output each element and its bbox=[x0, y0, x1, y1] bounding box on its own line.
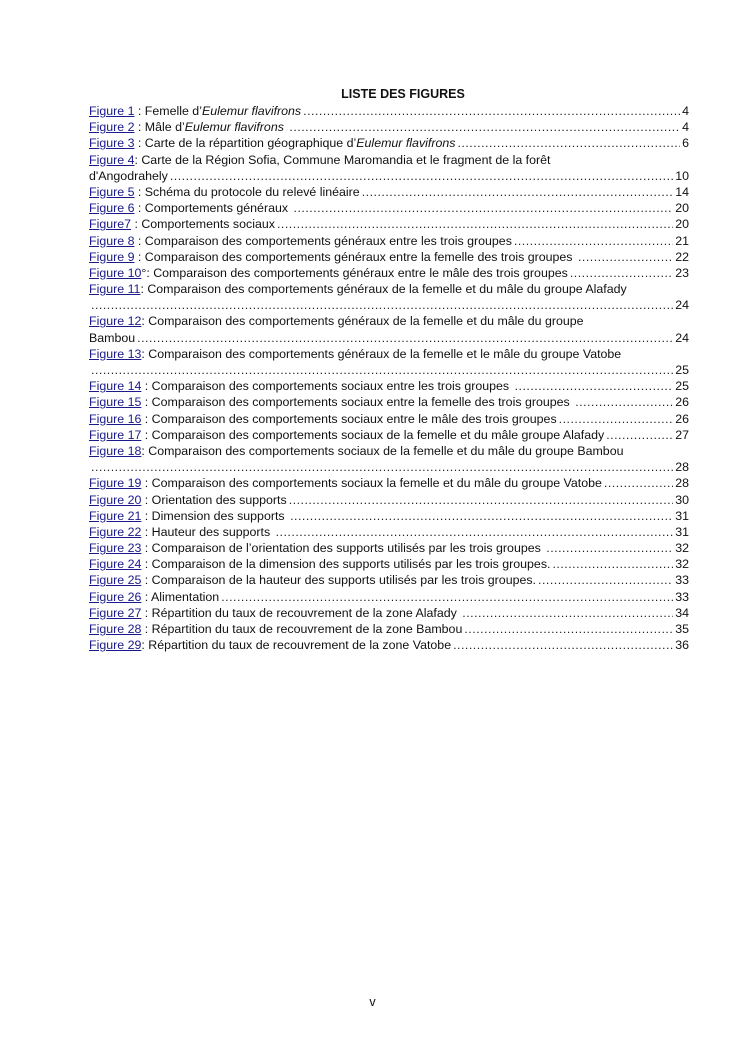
dot-leader bbox=[552, 556, 673, 572]
toc-entry-line bbox=[89, 233, 689, 249]
toc-entry-line-1 bbox=[89, 443, 689, 459]
toc-entry bbox=[89, 103, 689, 119]
entry-text-pre: : Comparaison des comportements sociaux la femelle et du mâle du groupe Vatobe bbox=[141, 476, 602, 491]
dot-leader bbox=[570, 265, 673, 281]
dot-leader bbox=[606, 427, 673, 443]
figure-link[interactable]: Figure 28 bbox=[89, 622, 142, 636]
toc-entry-line bbox=[89, 216, 689, 232]
toc-entry-line bbox=[89, 540, 689, 556]
figure-link[interactable]: Figure 22 bbox=[89, 524, 142, 539]
figure-link[interactable]: Figure 12 bbox=[89, 314, 142, 329]
figure-link[interactable]: Figure 8 bbox=[89, 233, 135, 248]
toc-entry-line bbox=[89, 184, 689, 200]
page-number-footer: v bbox=[369, 995, 376, 1009]
toc-entry-line-2 bbox=[89, 297, 689, 313]
page-number: 36 bbox=[675, 638, 689, 653]
figure-link[interactable]: Figure 13 bbox=[89, 346, 142, 361]
figure-link[interactable]: Figure 5 bbox=[89, 184, 135, 199]
entry-text bbox=[134, 200, 291, 216]
dot-leader bbox=[514, 233, 673, 249]
page-number: 32 bbox=[675, 557, 689, 572]
toc-entry bbox=[89, 313, 689, 345]
toc-entry bbox=[89, 589, 689, 605]
toc-entry-line bbox=[89, 119, 689, 135]
toc-entry-line bbox=[89, 508, 689, 524]
toc-entry bbox=[89, 249, 689, 265]
page-number: 6 bbox=[682, 136, 689, 151]
page-number: 25 bbox=[675, 379, 689, 394]
entry-text-continued: Bambou bbox=[89, 330, 136, 345]
figure-link[interactable]: Figure 2 bbox=[89, 120, 135, 135]
toc-entry-line bbox=[89, 427, 689, 443]
page-number: 35 bbox=[675, 622, 689, 636]
figure-link[interactable]: Figure 26 bbox=[89, 589, 142, 604]
entry-text bbox=[141, 394, 573, 410]
dot-leader bbox=[362, 184, 674, 200]
figure-link[interactable]: Figure 29 bbox=[89, 638, 142, 653]
toc-entry bbox=[89, 621, 689, 637]
page-number: 23 bbox=[675, 265, 689, 280]
toc-entry-line bbox=[89, 103, 689, 119]
toc-entry-line-1 bbox=[89, 152, 689, 168]
page-number: 26 bbox=[675, 411, 689, 426]
entry-text-pre: : Comportements généraux bbox=[134, 201, 292, 216]
page-number: 34 bbox=[675, 605, 689, 620]
toc-entry-line bbox=[89, 475, 689, 491]
species-name: Eulemur flavifrons bbox=[184, 120, 284, 135]
page-number: 28 bbox=[675, 460, 689, 475]
toc-entry-line bbox=[89, 621, 689, 637]
entry-text bbox=[141, 265, 567, 281]
species-name: Eulemur flavifrons bbox=[201, 104, 302, 118]
toc-entry bbox=[89, 492, 689, 508]
toc-entry-line bbox=[89, 492, 689, 508]
dot-leader bbox=[546, 540, 673, 556]
entry-text-pre: : Schéma du protocole du relevé linéaire bbox=[134, 184, 360, 199]
toc-entry bbox=[89, 394, 689, 410]
entry-text-pre: : Hauteur des supports bbox=[141, 524, 274, 539]
toc-entry-line-1 bbox=[89, 346, 689, 362]
figure-link[interactable]: Figure 19 bbox=[89, 476, 142, 491]
dot-leader bbox=[289, 492, 674, 508]
entry-text-pre: : Dimension des supports bbox=[141, 508, 289, 523]
dot-leader bbox=[575, 394, 673, 410]
entry-text-pre: : Orientation des supports bbox=[141, 492, 287, 507]
toc-entry bbox=[89, 135, 689, 151]
dot-leader bbox=[538, 572, 673, 588]
toc-entry bbox=[89, 443, 689, 475]
entry-text bbox=[141, 540, 544, 556]
figure-link[interactable]: Figure 17 bbox=[89, 427, 142, 442]
entry-text-pre: : Répartition du taux de recouvrement de la zone Alafady bbox=[141, 605, 461, 620]
entry-text-pre: : Comparaison des comportements généraux entre la femelle des trois groupes bbox=[134, 249, 576, 264]
figure-link[interactable]: Figure 11 bbox=[89, 282, 141, 297]
toc-entry bbox=[89, 411, 689, 427]
entry-text-pre: : Comparaison des comportements sociaux entre la femelle des trois groupes bbox=[141, 395, 574, 410]
toc-entry bbox=[89, 346, 689, 378]
figure-link[interactable]: Figure 23 bbox=[89, 541, 142, 556]
entry-text-pre: : Carte de la répartition géographique d’ bbox=[134, 136, 357, 151]
page-number: 24 bbox=[675, 330, 689, 345]
figure-link[interactable]: Figure7 bbox=[89, 217, 132, 232]
toc-entry-line bbox=[89, 135, 689, 151]
toc-entry bbox=[89, 265, 689, 281]
entry-text bbox=[141, 411, 556, 427]
entry-text bbox=[141, 492, 286, 508]
toc-entry-line bbox=[89, 200, 689, 216]
page-number: 24 bbox=[675, 298, 689, 313]
entry-text bbox=[134, 135, 455, 151]
figure-link[interactable]: Figure 6 bbox=[89, 201, 135, 216]
toc-entry bbox=[89, 281, 689, 313]
dot-leader bbox=[604, 475, 673, 491]
figure-link[interactable]: Figure 14 bbox=[89, 379, 142, 394]
entry-text bbox=[141, 524, 273, 540]
toc-entry bbox=[89, 508, 689, 524]
toc-entry bbox=[89, 378, 689, 394]
entry-text bbox=[134, 184, 359, 200]
page-number: 4 bbox=[682, 120, 689, 135]
page-number: 20 bbox=[675, 217, 689, 232]
entry-text bbox=[141, 637, 451, 653]
toc-entry-line bbox=[89, 265, 689, 281]
entry-text bbox=[141, 621, 462, 637]
toc-entry-line bbox=[89, 605, 689, 621]
entry-text bbox=[141, 572, 536, 588]
entry-text-post bbox=[284, 120, 287, 134]
toc-entry bbox=[89, 572, 689, 588]
dot-leader bbox=[276, 524, 674, 540]
entry-text bbox=[141, 605, 460, 621]
entry-text bbox=[131, 216, 275, 232]
dot-leader bbox=[578, 249, 673, 265]
toc-entry-line bbox=[89, 589, 689, 605]
toc-entry bbox=[89, 216, 689, 232]
toc-entry-line bbox=[89, 524, 689, 540]
toc-entry-line-2 bbox=[89, 168, 689, 184]
toc-entry-line-1 bbox=[89, 313, 689, 329]
dot-leader bbox=[221, 589, 673, 605]
entry-text-pre: : Comparaison de l’orientation des supports utilisés par les trois groupes bbox=[141, 541, 545, 556]
entry-text bbox=[134, 249, 575, 265]
toc-entry-line bbox=[89, 411, 689, 427]
figure-link[interactable]: Figure 15 bbox=[89, 395, 142, 410]
entry-text-pre: °: Comparaison des comportements généraux entre le mâle des trois groupes bbox=[141, 265, 568, 280]
toc-entry bbox=[89, 233, 689, 249]
entry-text: : Comparaison des comportements généraux de la femelle et du mâle du groupe bbox=[141, 314, 584, 329]
toc-entry bbox=[89, 524, 689, 540]
figure-link[interactable]: Figure 25 bbox=[89, 573, 142, 588]
page-number: 22 bbox=[675, 249, 689, 264]
page-number: 25 bbox=[675, 363, 689, 377]
dot-leader bbox=[515, 378, 674, 394]
toc-entry-line-2 bbox=[89, 330, 689, 346]
entry-text-pre: : Comparaison des comportements sociaux entre les trois groupes bbox=[141, 379, 513, 394]
page-number: 33 bbox=[675, 589, 689, 604]
figure-link[interactable]: Figure 3 bbox=[89, 136, 135, 151]
entry-text bbox=[141, 556, 550, 572]
page-number: 28 bbox=[675, 476, 689, 491]
page-number: 4 bbox=[682, 104, 689, 118]
entry-text-pre: : Comportements sociaux bbox=[131, 217, 275, 232]
figure-link[interactable]: Figure 18 bbox=[89, 443, 142, 458]
entry-text bbox=[141, 475, 602, 491]
toc-entry bbox=[89, 119, 689, 135]
dot-leader bbox=[91, 297, 673, 313]
entry-text bbox=[134, 233, 511, 249]
figure-list bbox=[89, 103, 689, 653]
entry-text: : Carte de la Région Sofia, Commune Maromandia et le fragment de la forêt bbox=[134, 152, 551, 167]
entry-text-pre: : Alimentation bbox=[141, 589, 220, 604]
entry-text-pre: : Comparaison de la hauteur des supports utilisés par les trois groupes. bbox=[141, 573, 537, 588]
dot-leader bbox=[303, 103, 680, 119]
figure-link[interactable]: Figure 10 bbox=[89, 265, 142, 280]
figure-link[interactable]: Figure 4 bbox=[89, 152, 135, 167]
entry-text bbox=[134, 103, 301, 119]
dot-leader bbox=[289, 119, 680, 135]
entry-text: : Comparaison des comportements sociaux de la femelle et du mâle du groupe Bambou bbox=[141, 443, 624, 458]
dot-leader bbox=[294, 200, 674, 216]
entry-text-pre: : Répartition du taux de recouvrement de la zone Vatobe bbox=[141, 638, 452, 653]
entry-text-pre: : Femelle d’ bbox=[134, 104, 202, 118]
page-number: 32 bbox=[675, 541, 689, 556]
figure-link[interactable]: Figure 20 bbox=[89, 492, 142, 507]
toc-entry-line bbox=[89, 572, 689, 588]
dot-leader bbox=[170, 168, 673, 184]
entry-text bbox=[141, 427, 604, 443]
page-number: 14 bbox=[675, 184, 689, 199]
dot-leader bbox=[462, 605, 673, 621]
entry-text-pre: : Comparaison de la dimension des supports utilisés par les trois groupes. bbox=[141, 557, 551, 572]
toc-entry bbox=[89, 200, 689, 216]
entry-text-pre: : Comparaison des comportements sociaux entre le mâle des trois groupes bbox=[141, 411, 557, 426]
entry-text-pre: : Mâle d’ bbox=[134, 120, 185, 135]
page-number: 27 bbox=[675, 427, 689, 442]
toc-entry bbox=[89, 605, 689, 621]
dot-leader bbox=[464, 621, 673, 637]
entry-text-pre: : Répartition du taux de recouvrement de la zone Bambou bbox=[141, 622, 463, 636]
toc-entry bbox=[89, 475, 689, 491]
entry-text bbox=[134, 119, 287, 135]
page-number: 10 bbox=[675, 168, 689, 183]
figure-link[interactable]: Figure 16 bbox=[89, 411, 142, 426]
dot-leader bbox=[457, 135, 680, 151]
toc-entry-line-2 bbox=[89, 362, 689, 378]
dot-leader bbox=[91, 459, 673, 475]
entry-text: : Comparaison des comportements généraux de la femelle et le mâle du groupe Vatobe bbox=[141, 346, 622, 361]
page-number: 21 bbox=[675, 233, 689, 248]
toc-entry bbox=[89, 184, 689, 200]
toc-entry bbox=[89, 637, 689, 653]
page-number: 30 bbox=[675, 492, 689, 507]
document-page bbox=[89, 86, 689, 653]
entry-text-pre: : Comparaison des comportements sociaux de la femelle et du mâle groupe Alafady bbox=[141, 427, 605, 442]
toc-entry bbox=[89, 556, 689, 572]
toc-entry-line bbox=[89, 637, 689, 653]
species-name: Eulemur flavifrons bbox=[356, 136, 456, 151]
toc-entry bbox=[89, 540, 689, 556]
toc-entry-line-2 bbox=[89, 459, 689, 475]
toc-entry-line-1 bbox=[89, 281, 689, 297]
toc-entry-line bbox=[89, 378, 689, 394]
dot-leader bbox=[453, 637, 673, 653]
page-title: LISTE DES FIGURES bbox=[341, 87, 465, 101]
dot-leader bbox=[559, 411, 674, 427]
page-number: 20 bbox=[675, 201, 689, 216]
entry-text bbox=[141, 508, 288, 524]
entry-text: : Comparaison des comportements généraux de la femelle et du mâle du groupe Alafady bbox=[140, 282, 627, 297]
figure-link[interactable]: Figure 27 bbox=[89, 605, 142, 620]
entry-text-continued: d'Angodrahely bbox=[89, 168, 168, 183]
toc-entry-line bbox=[89, 394, 689, 410]
dot-leader bbox=[91, 362, 673, 378]
dot-leader bbox=[277, 216, 673, 232]
page-number: 31 bbox=[675, 508, 689, 523]
toc-entry-line bbox=[89, 556, 689, 572]
entry-text-pre: : Comparaison des comportements généraux entre les trois groupes bbox=[134, 233, 512, 248]
figure-link[interactable]: Figure 1 bbox=[89, 104, 135, 118]
page-number: 26 bbox=[675, 395, 689, 410]
dot-leader bbox=[290, 508, 673, 524]
toc-entry bbox=[89, 152, 689, 184]
figure-link[interactable]: Figure 21 bbox=[89, 508, 142, 523]
page-number: 33 bbox=[675, 573, 689, 588]
entry-text bbox=[141, 378, 512, 394]
toc-entry-line bbox=[89, 249, 689, 265]
figure-link[interactable]: Figure 9 bbox=[89, 249, 135, 264]
toc-entry bbox=[89, 427, 689, 443]
figure-link[interactable]: Figure 24 bbox=[89, 557, 142, 572]
dot-leader bbox=[137, 330, 673, 346]
page-number: 31 bbox=[675, 524, 689, 539]
entry-text bbox=[141, 589, 219, 605]
